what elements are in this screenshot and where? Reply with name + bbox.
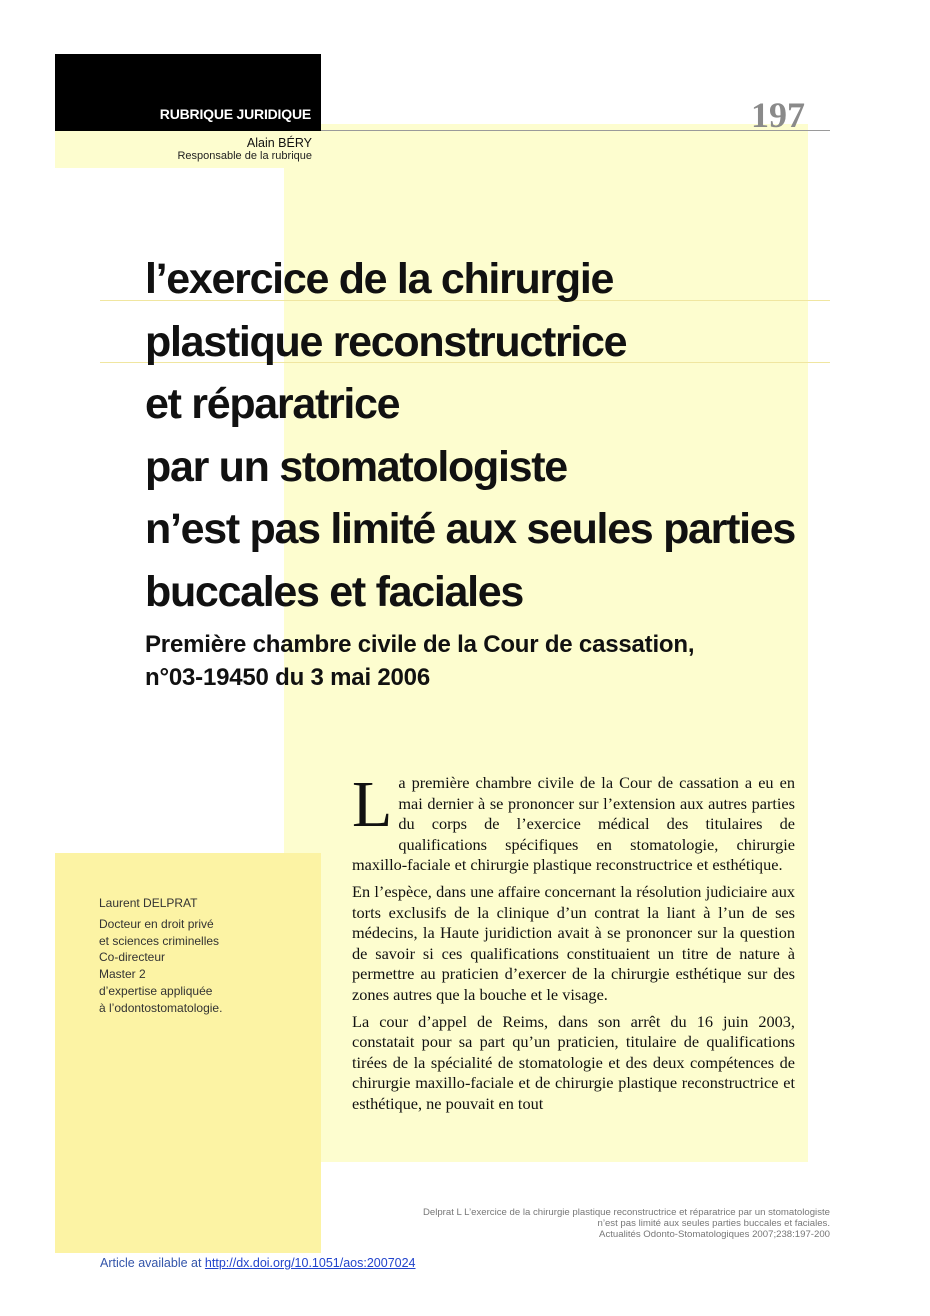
- title-line: buccales et faciales: [145, 567, 523, 616]
- citation-block: [423, 1207, 830, 1240]
- author-role: Responsable de la rubrique: [177, 150, 312, 162]
- citation-line: n’est pas limité aux seules parties buccales et faciales.: [597, 1218, 830, 1229]
- author-name: Alain BÉRY: [246, 136, 312, 150]
- doi-link[interactable]: http://dx.doi.org/10.1051/aos:2007024: [204, 1256, 416, 1270]
- contributor-name: Laurent DELPRAT: [99, 896, 198, 910]
- contributor-line: et sciences criminelles: [99, 933, 220, 948]
- drop-cap: L: [352, 768, 393, 841]
- rubric-label: RUBRIQUE JURIDIQUE: [159, 106, 311, 122]
- title-line: plastique reconstructrice: [145, 317, 627, 366]
- contributor-line: à l’odontostomatologie.: [99, 1000, 223, 1015]
- contributor-line: Master 2: [99, 967, 146, 982]
- article-body: [352, 768, 795, 1121]
- body-paragraph: La cour d’appel de Reims, dans son arrêt du 16 juin 2003, constatait pour sa part qu’un praticien, titulaire de qualifications tirées de la spécialité de stomatologie et des deux compétences de chirurgie maxillo-faciale et de chirurgie plastique reconstructrice et esthétique, ne pouvait en tout: [352, 1011, 795, 1113]
- rubric-header-tab: [55, 54, 321, 131]
- article-title: [145, 248, 835, 623]
- title-line: et réparatrice: [145, 380, 400, 428]
- subtitle-line: Première chambre civile de la Cour de cassation,: [145, 631, 695, 658]
- title-line: l’exercice de la chirurgie: [145, 255, 614, 303]
- citation-line: Actualités Odonto-Stomatologiques 2007;238:197-200: [599, 1229, 830, 1240]
- title-line: n’est pas limité aux seules parties: [145, 505, 795, 553]
- body-paragraph: En l’espèce, dans une affaire concernant la résolution judiciaire aux torts exclusifs de la clinique d’un contrat la liant à l’un de ses médecins, la Haute juridiction avait à se prononcer sur la question de savoir si ces qualifications constituaient un titre de nature à permettre au praticien d’exercer de la chirurgie esthétique sur des zones autres que la bouche et le visage.: [352, 881, 795, 1004]
- paragraph-text: a première chambre civile de la Cour de cassation a eu en mai dernier à se prononcer sur l’extension aux autres parties du corps de l’exercice médical des titulaires de qualifications spécifiques en stomatologie, chirurgie maxillo-faciale et chirurgie plastique reconstructrice et esthétique.: [352, 773, 795, 875]
- article-subtitle: [145, 628, 835, 694]
- article-available-note: [100, 1256, 416, 1270]
- citation-line: Delprat L L’exercice de la chirurgie plastique reconstructrice et réparatrice par un stomatologiste: [422, 1207, 830, 1218]
- page-number: 197: [751, 95, 805, 135]
- subtitle-line: n°03-19450 du 3 mai 2006: [145, 664, 430, 691]
- contributor-line: Co-directeur: [99, 950, 166, 965]
- contributor-line: Docteur en droit privé: [99, 916, 214, 931]
- contributor-info: [99, 895, 222, 1017]
- available-text: Article available at: [100, 1256, 205, 1270]
- title-line: par un stomatologiste: [145, 442, 567, 491]
- contributor-line: d’expertise appliquée: [99, 983, 213, 998]
- body-paragraph: [352, 768, 795, 876]
